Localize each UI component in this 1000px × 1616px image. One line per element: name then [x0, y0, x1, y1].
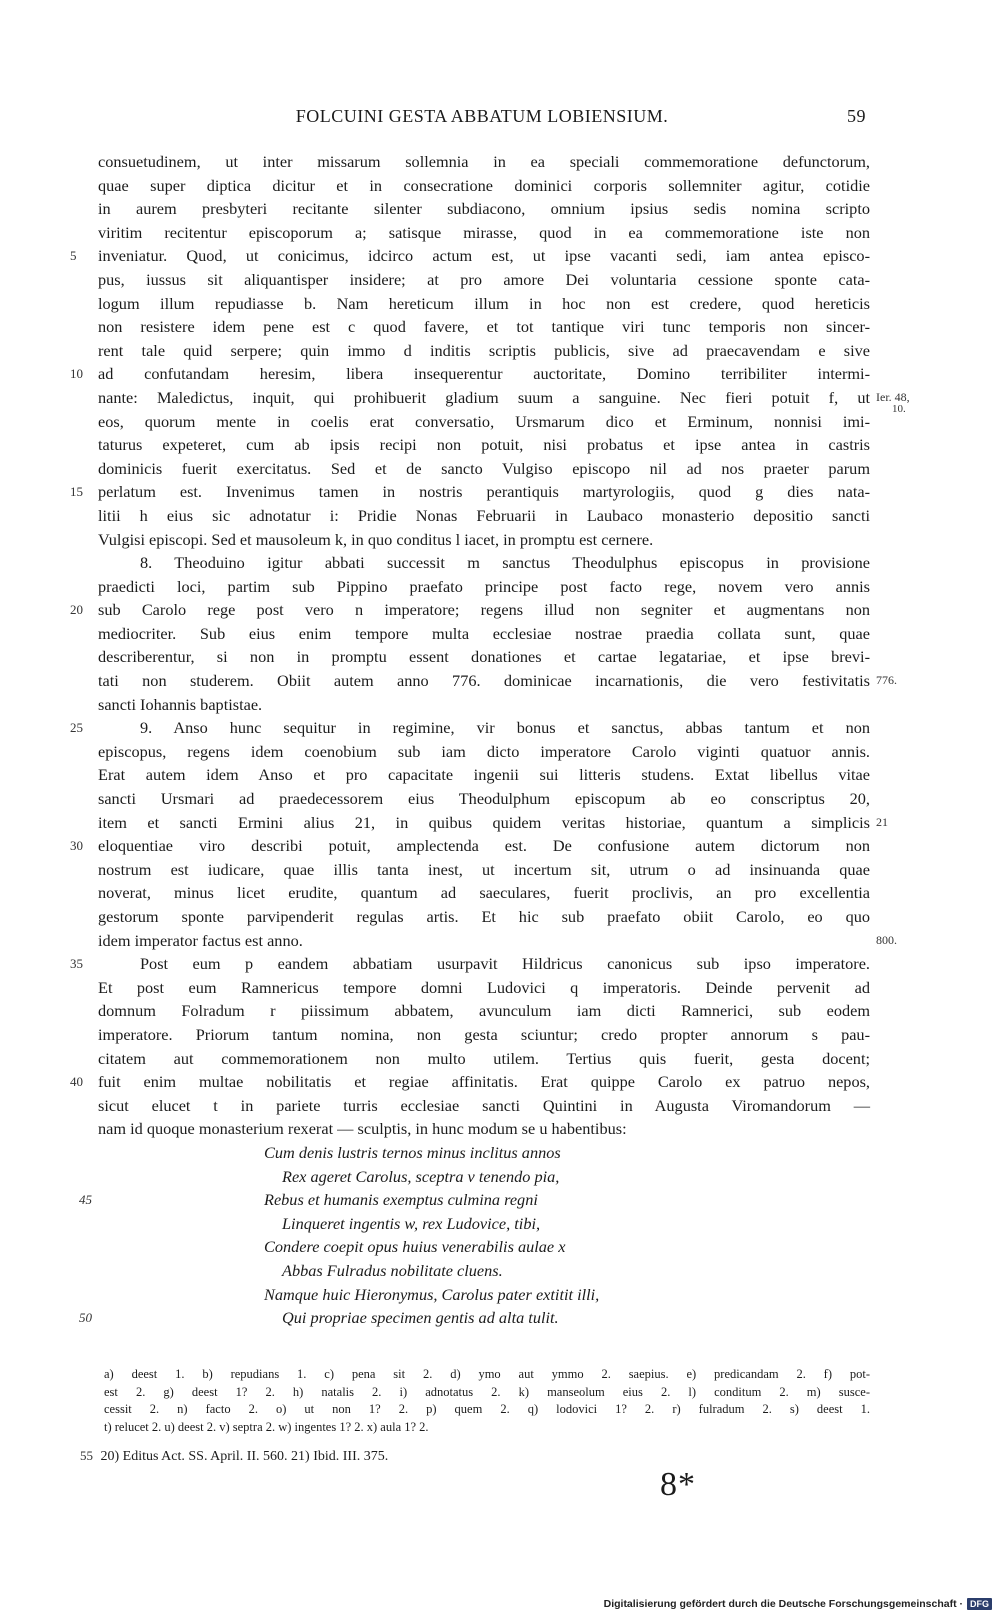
text-line [98, 528, 870, 552]
text-line [98, 386, 910, 415]
text-line [98, 504, 870, 528]
text-line [98, 858, 870, 882]
line-number: 30 [70, 838, 83, 854]
margin-note: 776. [876, 673, 897, 688]
footnote-line: est 2. g) deest 1? 2. h) natalis 2. i) adnotatus 2. k) manseolum eius 2. l) conditum 2. m) susce- [104, 1384, 870, 1399]
running-header [98, 106, 866, 130]
text-line [98, 905, 870, 929]
line-text: praedicti loci, partim sub Pippino praefato principe post facto rege, novem vero annis [98, 576, 870, 596]
line-text: describerentur, si non in promptu essent donationes et cartae legatariae, et ipse brevi- [98, 647, 870, 667]
line-text: ad confutandam heresim, libera insequerentur auctoritate, Domino terribiliter intermi- [98, 364, 870, 384]
line-number: 40 [70, 1074, 83, 1090]
text-line [98, 999, 870, 1023]
line-number: 20 [70, 602, 83, 618]
line-text: domnum Folradum r piissimum abbatem, avunculum iam dicti Ramnerici, sub eodem [98, 1001, 870, 1021]
margin-note: 21 [876, 814, 888, 829]
text-line [98, 763, 870, 787]
text-line [98, 976, 870, 1000]
line-text: 8. Theoduino igitur abbati successit m sanctus Theodulphus episcopus in provisione [140, 553, 870, 573]
line-text: Cum denis lustris ternos minus inclitus annos [264, 1142, 561, 1162]
line-text: logum illum repudiasse b. Nam hereticum illum in hoc non est credere, quod hereticis [98, 293, 870, 313]
line-text: consuetudinem, ut inter missarum sollemnia in ea speciali commemoratione defunctorum, [98, 152, 870, 171]
verse-line [98, 1165, 870, 1189]
line-text: noverat, minus licet erudite, quantum ad saeculares, fuerit proclivis, an pro excellentia [98, 883, 870, 903]
signature-mark: 8* [660, 1466, 696, 1503]
line-text: in aurem presbyteri recitante silenter subdiacono, omnium ipsius sedis nomina scripto [98, 199, 870, 219]
text-line [98, 1094, 870, 1118]
line-text: sub Carolo rege post vero n imperatore; regens illud non segniter et augmentans non [98, 600, 870, 620]
text-line [98, 669, 897, 693]
line-text: Vulgisi episcopi. Sed et mausoleum k, in quo conditus l iacet, in promptu est cernere. [98, 529, 654, 549]
line-text: pus, iussus sit aliquantisper insidere; at pro amore Dei voluntaria cessione sponte cata- [98, 269, 870, 289]
line-text: sicut elucet t in pariete turris ecclesiae sancti Quintini in Augusta Viromandorum — [98, 1095, 870, 1115]
text-line [70, 480, 870, 504]
line-text: non resistere idem pene est c quod favere, et tot tantique viri tunc temporis non sincer- [98, 317, 870, 337]
text-line [70, 716, 870, 740]
line-text: Rebus et humanis exemptus culmina regni [264, 1190, 538, 1210]
line-number: 35 [70, 956, 83, 972]
line-text: nam id quoque monasterium rexerat — sculptis, in hunc modum se u habentibus: [98, 1119, 627, 1139]
line-text: tati non studerem. Obiit autem anno 776. dominicae incarnationis, die vero festivitatis [98, 671, 870, 691]
verse-line [98, 1283, 870, 1307]
line-number: 25 [70, 720, 83, 736]
line-text: dominicis fuerit exercitatus. Sed et de sancto Vulgiso episcopo nil ad nos praeter parum [98, 458, 870, 478]
verse-line [98, 1141, 870, 1165]
critical-apparatus [104, 1366, 870, 1436]
main-text [70, 150, 910, 1330]
reference-notes [80, 1448, 860, 1465]
text-line [98, 622, 870, 646]
line-text: viritim recitentur episcoporum a; satisque mirasse, quod in ea commemoratione iste non [98, 222, 870, 242]
text-line [98, 410, 870, 434]
text-line [98, 197, 870, 221]
line-number: 50 [79, 1310, 92, 1326]
footnote-line: a) deest 1. b) repudians 1. c) pena sit 2. d) ymo aut ymmo 2. saepius. e) predicandam 2. f) pot- [104, 1367, 870, 1381]
page-number: 59 [847, 106, 866, 126]
text-line [98, 787, 870, 811]
text-line [98, 693, 870, 717]
line-text: taturus expeteret, cum ab ipsis recipi non potuit, nisi probatus et ipse antea in castris [98, 435, 870, 455]
line-text: eloquentiae viro describi potuit, amplectenda est. De confusione autem dictorum non [98, 836, 870, 856]
footnote-line: cessit 2. n) facto 2. o) ut non 1? 2. p) quem 2. q) lodovici 1? 2. r) fulradum 2. s) deest 1. [104, 1402, 870, 1417]
line-text: Namque huic Hieronymus, Carolus pater extitit illi, [264, 1284, 600, 1304]
line-text: Qui propriae specimen gentis ad alta tulit. [282, 1308, 559, 1328]
line-text: mediocriter. Sub eius enim tempore multa ecclesiae nostrae praedia collata sunt, quae [98, 623, 870, 643]
verse-line [98, 1235, 870, 1259]
line-text: nante: Maledictus, inquit, qui prohibuerit gladium suum a sanguine. Nec fieri potuit f, ut [98, 387, 870, 407]
line-text: Rex ageret Carolus, sceptra v tenendo pia, [282, 1166, 560, 1186]
text-line [98, 433, 870, 457]
line-text: inveniatur. Quod, ut conicimus, idcirco actum est, ut ipse vacanti sedi, iam antea episco- [98, 246, 870, 266]
verse-line [98, 1259, 870, 1283]
text-line [70, 598, 870, 622]
text-line [98, 645, 870, 669]
text-line [98, 575, 870, 599]
line-text: fuit enim multae nobilitatis et regiae affinitatis. Erat quippe Carolo ex patruo nepos, [98, 1072, 870, 1092]
line-text: sancti Ursmari ad praedecessorem eius Theodulphum episcopum ab eo conscriptus 20, [98, 789, 870, 809]
dfg-logo: DFG [967, 1598, 992, 1610]
line-text: nostrum est iudicare, quae illis tanta inest, ut incertum sit, utrum o ad insinuanda quae [98, 859, 870, 879]
line-text: idem imperator factus est anno. [98, 930, 303, 950]
line-text: gestorum sponte parvipenderit regulas artis. Et hic sub praefato obiit Carolo, eo quo [98, 907, 870, 926]
text-line [98, 315, 870, 339]
text-line [98, 339, 870, 363]
line-text: sancti Iohannis baptistae. [98, 694, 263, 714]
text-line [98, 551, 870, 575]
line-text: Linqueret ingentis w, rex Ludovice, tibi, [282, 1213, 541, 1233]
footnote-line: t) relucet 2. u) deest 2. v) septra 2. w) ingentes 1? 2. x) aula 1? 2. [104, 1419, 429, 1434]
line-text: 9. Anso hunc sequitur in regimine, vir bonus et sanctus, abbas tantum et non [140, 718, 870, 738]
line-text: Post eum p eandem abbatiam usurpavit Hildricus canonicus sub ipso imperatore. [140, 954, 870, 974]
footer-credit [604, 1594, 992, 1614]
line-text: litii h eius sic adnotatur i: Pridie Nonas Februarii in Laubaco monasterio depositio sancti [98, 505, 870, 525]
verse-line [79, 1188, 870, 1212]
line-text: Abbas Fulradus nobilitate cluens. [282, 1260, 503, 1280]
text-line [98, 1047, 870, 1071]
line-number: 55 [80, 1448, 93, 1463]
line-text: rent tale quid serpere; quin immo d inditis scriptis publicis, sive ad praecavendam e sive [98, 340, 870, 360]
text-line [70, 952, 870, 976]
line-text: Et post eum Ramnericus tempore domni Ludovici q imperatoris. Deinde pervenit ad [98, 977, 870, 997]
verse-line [79, 1306, 870, 1330]
text-line [98, 457, 870, 481]
verse-line [98, 1212, 870, 1236]
text-line [70, 1070, 870, 1094]
text-line [98, 1117, 870, 1141]
text-line [98, 221, 870, 245]
line-text: Condere coepit opus huius venerabilis aulae x [264, 1237, 566, 1257]
text-line [70, 834, 870, 858]
line-text: eos, quorum mente in coelis erat conversatio, Ursmarum dico et Erminum, nonnisi imi- [98, 411, 870, 431]
text-line [98, 881, 870, 905]
text-line [98, 150, 870, 174]
line-text: episcopus, regens idem coenobium sub iam dicto imperatore Carolo viginti quatuor annis. [98, 741, 870, 761]
margin-note: Ier. 48, [876, 389, 910, 404]
line-text: item et sancti Ermini alius 21, in quibus quidem veritas historiae, quantum a simplicis [98, 812, 870, 832]
line-text: quae super diptica dicitur et in consecratione dominici corporis sollemniter agitur, cotidie [98, 175, 870, 195]
reference-text: 20) Editus Act. SS. April. II. 560. 21) Ibid. III. 375. [100, 1449, 389, 1464]
line-text: perlatum est. Invenimus tamen in nostris perantiquis martyrologiis, quod g dies nata- [98, 482, 870, 502]
text-line [98, 268, 870, 292]
text-line [98, 811, 888, 835]
line-text: citatem aut commemorationem non multo utilem. Tertius quis fuerit, gesta docent; [98, 1048, 870, 1068]
text-line [98, 292, 870, 316]
line-text: imperatore. Priorum tantum nomina, non gesta sciuntur; credo propter annorum s pau- [98, 1024, 870, 1044]
line-text: Erat autem idem Anso et pro capacitate ingenii sui litteris studens. Extat libellus vitae [98, 765, 870, 785]
line-number: 10 [70, 366, 83, 382]
line-number: 45 [79, 1192, 92, 1208]
footer-text: Digitalisierung gefördert durch die Deutsche Forschungsgemeinschaft · [603, 1598, 963, 1610]
margin-note: 800. [876, 932, 897, 947]
line-number: 15 [70, 484, 83, 500]
margin-note: 10. [892, 402, 906, 415]
text-line [98, 1023, 870, 1047]
text-line [70, 244, 870, 268]
text-line [98, 929, 897, 953]
text-line [70, 362, 870, 386]
text-line [98, 740, 870, 764]
text-line [98, 174, 870, 198]
line-number: 5 [70, 248, 77, 264]
running-title: FOLCUINI GESTA ABBATUM LOBIENSIUM. [295, 106, 669, 126]
